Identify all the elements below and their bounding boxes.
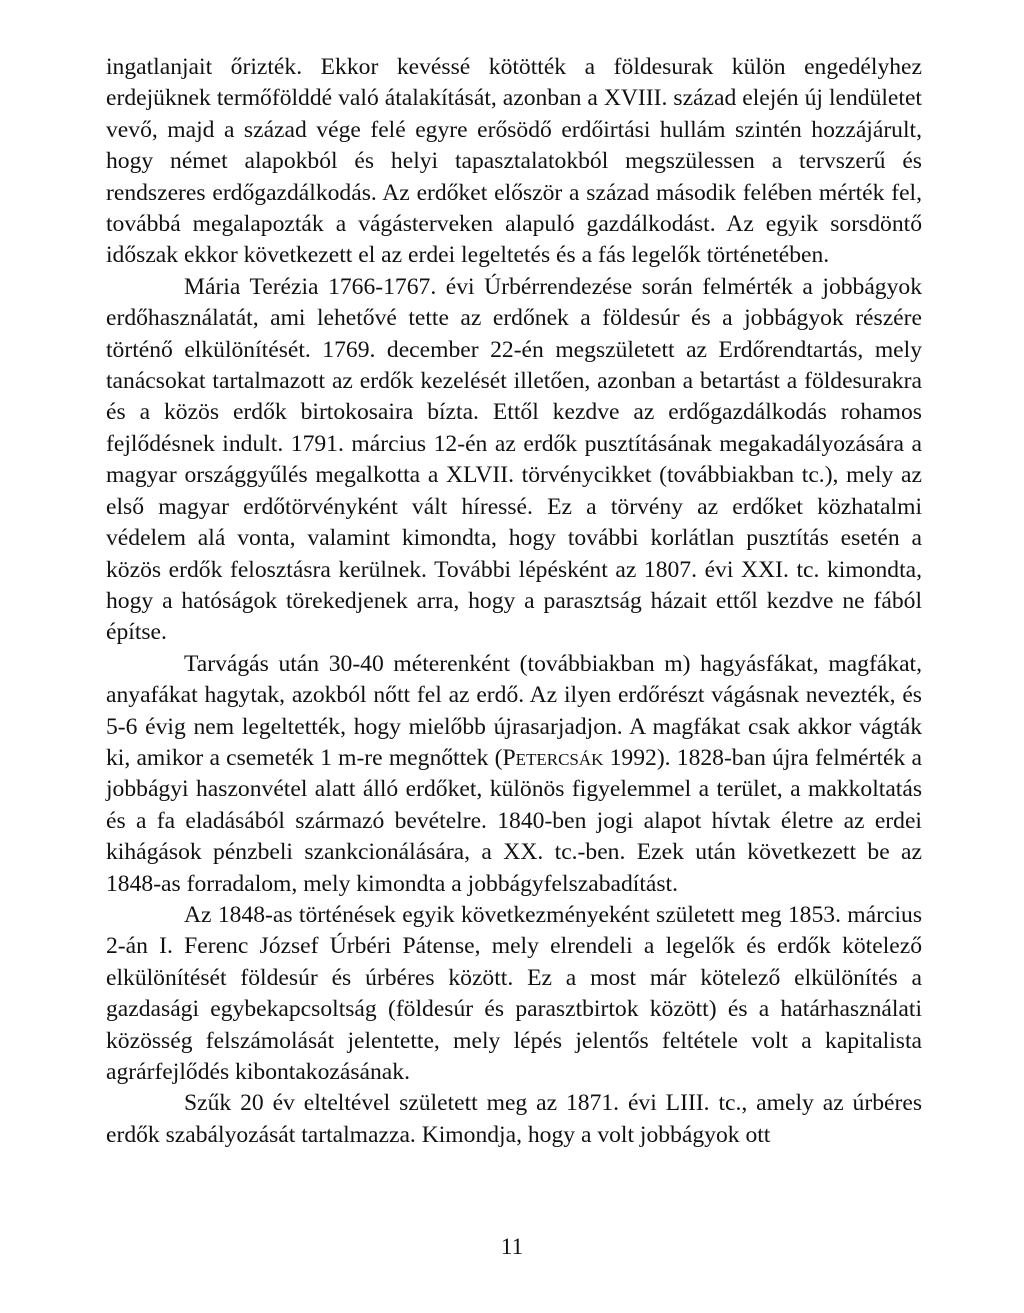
page-body [106, 52, 922, 1151]
citation-author: Petercsák [502, 744, 604, 771]
paragraph-2: Mária Terézia 1766-1767. évi Úrbérrendezése során felmérték a jobbágyok erdőhasználatát, ami lehetővé tette az erdőnek a földesúr és a jobbágyok részére történő elkülönítését. 1769. december 22-én megszületett az Erdőrendtartás, mely tanácsokat tartalmazott az erdők kezelését illetően, azonban a betartást a földesurakra és a közös erdők birtokosaira bízta. Ettől kezdve az erdőgazdálkodás rohamos fejlődésnek indult. 1791. március 12-én az erdők pusztításának megakadályozására a magyar országgyűlés megalkotta a XLVII. törvénycikket (továbbiakban tc.), mely az első magyar erdőtörvényként vált híressé. Ez a törvény az erdőket közhatalmi védelem alá vonta, valamint kimondta, hogy további korlátlan pusztítás esetén a közös erdők felosztásra kerülnek. További lépésként az 1807. évi XXI. tc. kimondta, hogy a hatóságok törekedjenek arra, hogy a parasztság házait ettől kezdve ne fából építse. [106, 273, 922, 646]
paragraph-5: Szűk 20 év elteltével született meg az 1871. évi LIII. tc., amely az úrbéres erdők szabályozását tartalmazza. Kimondja, hogy a volt jobbágyok ott [106, 1090, 922, 1148]
paragraph-3 [106, 649, 922, 900]
paragraph-3-text-before-citation: Tarvágás után 30-40 méterenként (továbbiakban m) hagyásfákat, magfákat, anyafákat hagytak, azokból nőtt fel az erdő. Az ilyen erdőrészt vágásnak nevezték, és 5-6 évig nem legeltették, hogy mielőbb újrasarjadjon. A magfákat csak akkor vágták ki, amikor a csemeték 1 m-re megnőttek ( [106, 650, 922, 771]
page-number: 11 [500, 1234, 524, 1259]
paragraph-4: Az 1848-as történések egyik következményeként született meg 1853. március 2-án I. Ferenc József Úrbéri Pátense, mely elrendeli a legelők és erdők kötelező elkülönítését földesúr és úrbéres között. Ez a most már kötelező elkülönítés a gazdasági egybekapcsoltság (földesúr és parasztbirtok között) és a határhasználati közösség felszámolását jelentette, mely lépés jelentős feltétele volt a kapitalista agrárfejlődés kibontakozásának. [106, 901, 922, 1085]
paragraph-1: ingatlanjait őrizték. Ekkor kevéssé kötötték a földesurak külön engedélyhez erdejüknek termőfölddé való átalakítását, azonban a XVIII. század elején új lendületet vevő, majd a század vége felé egyre erősödő erdőirtási hullám szintén hozzájárult, hogy német alapokból és helyi tapasztalatokból megszülessen a tervszerű és rendszeres erdőgazdálkodás. Az erdőket először a század második felében mérték fel, továbbá megalapozták a vágásterveken alapuló gazdálkodást. Az egyik sorsdöntő időszak ekkor következett el az erdei legeltetés és a fás legelők történetében. [106, 54, 922, 269]
paragraph-3-text-after-citation: 1992). 1828-ban újra felmérték a jobbágyi haszonvétel alatt álló erdőket, különös figyelemmel a terület, a makkoltatás és a fa eladásából származó bevételre. 1840-ben jogi alapot hívtak életre az erdei kihágások pénzbeli szankcionálására, a XX. tc.-ben. Ezek után következett be az 1848-as forradalom, mely kimondta a jobbágyfelszabadítást. [106, 744, 922, 897]
